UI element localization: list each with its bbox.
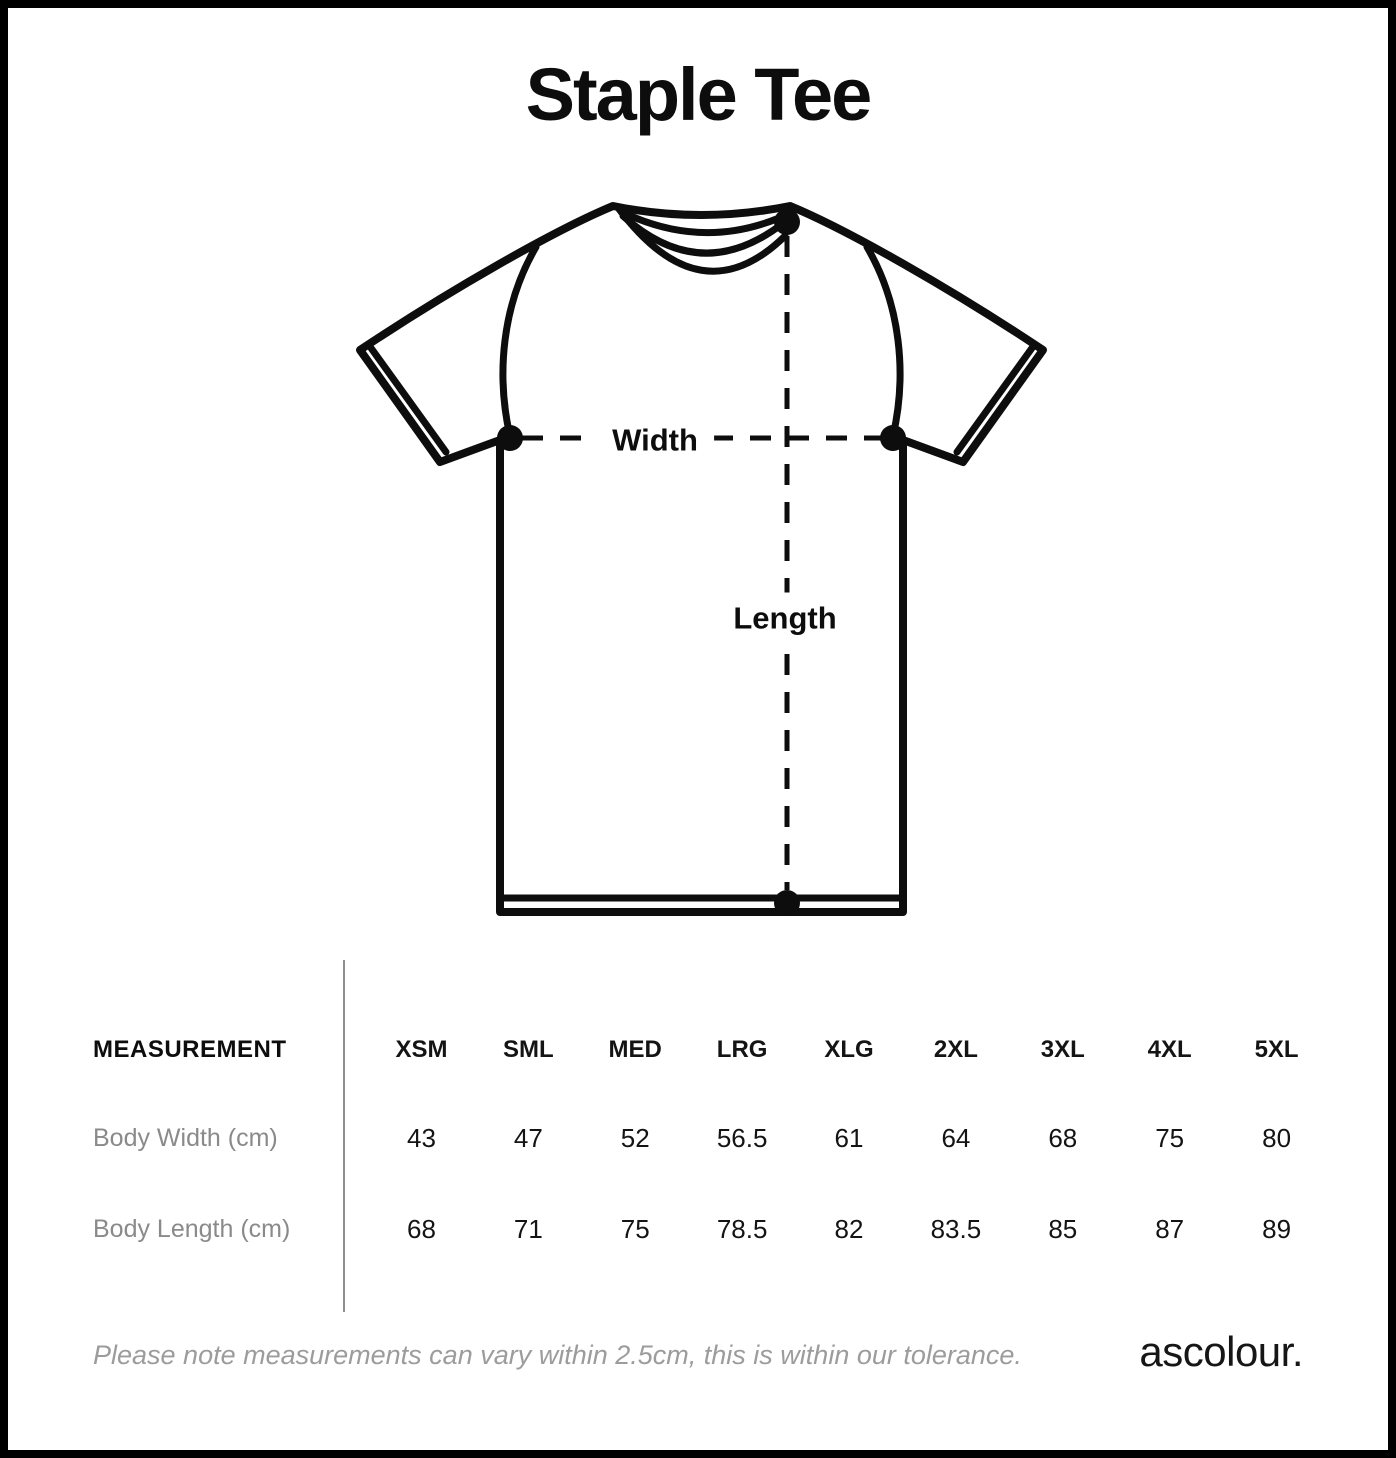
tee-outline-drawing: [330, 190, 1070, 930]
body-length-value-med: 75: [620, 1214, 650, 1244]
body-length-value-sml: 71: [513, 1214, 543, 1244]
size-header-5xl: 5XL: [1254, 1036, 1299, 1063]
tolerance-note: Please note measurements can vary within 2.5cm, this is within our tolerance.: [93, 1340, 1022, 1370]
size-header-3xl: 3XL: [1040, 1036, 1085, 1063]
left-underarm-measure-dot: [497, 425, 523, 451]
body-length-value-5xl: 89: [1262, 1214, 1292, 1244]
row-label-body-width: Body Width (cm): [93, 1124, 278, 1152]
shoulder-measure-dot: [774, 209, 800, 235]
tee-body-outline: [360, 206, 1043, 912]
row-label-body-length: Body Length (cm): [93, 1215, 291, 1243]
body-width-value-3xl: 68: [1048, 1123, 1078, 1153]
size-header-xlg: XLG: [824, 1036, 874, 1063]
size-header-sml: SML: [503, 1036, 554, 1063]
measurement-header: MEASUREMENT: [93, 1036, 287, 1063]
table-header-row: [8, 1033, 1388, 1067]
size-header-lrg: LRG: [716, 1036, 768, 1063]
body-length-value-3xl: 85: [1048, 1214, 1078, 1244]
body-length-value-2xl: 83.5: [930, 1214, 982, 1244]
body-width-value-xlg: 61: [834, 1123, 864, 1153]
page-title: Staple Tee: [525, 53, 871, 136]
size-header-cells: [368, 1033, 1330, 1067]
body-width-value-lrg: 56.5: [716, 1123, 768, 1153]
size-header-xsm: XSM: [395, 1036, 448, 1063]
body-width-values: [368, 1121, 1330, 1155]
body-width-value-sml: 47: [513, 1123, 543, 1153]
length-measure-label: Length: [727, 593, 842, 644]
size-header-2xl: 2XL: [933, 1036, 978, 1063]
tee-diagram: [330, 190, 1070, 930]
body-length-value-4xl: 87: [1155, 1214, 1185, 1244]
body-width-value-4xl: 75: [1155, 1123, 1185, 1153]
body-length-values: [368, 1212, 1330, 1246]
body-width-value-2xl: 64: [941, 1123, 971, 1153]
table-row-body-length: [8, 1212, 1388, 1246]
width-measure-label: Width: [596, 421, 714, 460]
body-width-value-xsm: 43: [406, 1123, 436, 1153]
body-width-value-5xl: 80: [1262, 1123, 1292, 1153]
body-length-value-xlg: 82: [834, 1214, 864, 1244]
brand-logo: ascolour.: [1139, 1328, 1303, 1375]
size-header-med: MED: [608, 1036, 662, 1063]
body-length-value-xsm: 68: [406, 1214, 436, 1244]
body-length-value-lrg: 78.5: [716, 1214, 768, 1244]
right-underarm-measure-dot: [880, 425, 906, 451]
table-row-body-width: [8, 1121, 1388, 1155]
hem-measure-dot: [774, 890, 800, 916]
size-header-4xl: 4XL: [1147, 1036, 1192, 1063]
body-width-value-med: 52: [620, 1123, 650, 1153]
